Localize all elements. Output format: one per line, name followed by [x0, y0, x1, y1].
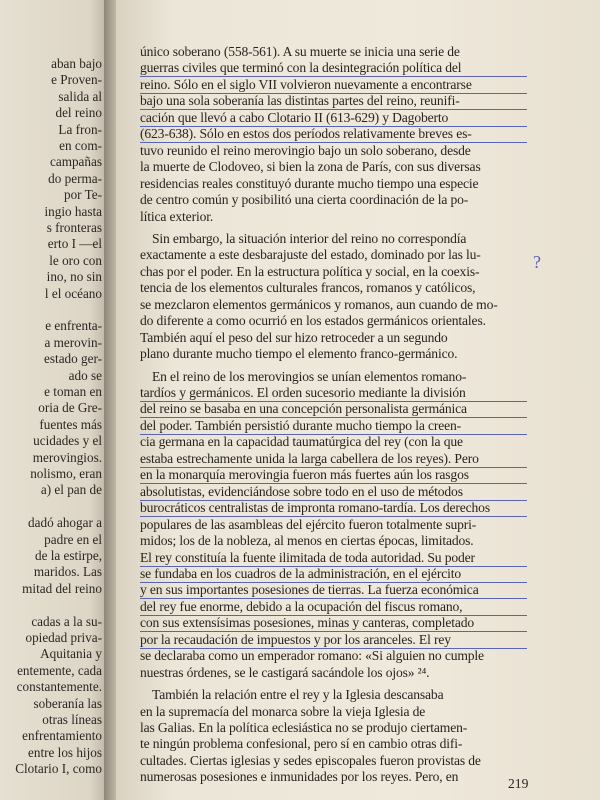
text-line: tuvo reunido el reino merovingio bajo un solo soberano, desde	[140, 142, 471, 158]
text-line: tencia de los elementos culturales francos, romanos y católicos,	[140, 280, 476, 296]
text-line: También aquí el peso del sur hizo retroceder a un segundo	[140, 329, 448, 345]
text-line: y en sus importantes posesiones de tierras. La fuerza económica	[140, 582, 527, 599]
left-page-line: fuentes más	[39, 416, 102, 432]
text-line: guerras civiles que terminó con la desintegración política del	[140, 60, 527, 77]
text-line: estaba estrechamente unida la larga cabellera de los reyes). Pero	[140, 451, 527, 468]
text-line: nuestras órdenes, se le castigará sacándole los ojos» ²⁴.	[140, 664, 430, 680]
left-page-line: maridos. Las	[33, 564, 102, 580]
text-line: del reino se basaba en una concepción personalista germánica	[140, 401, 527, 418]
text-line: Sin embargo, la situación interior del reino no correspondía	[152, 230, 467, 246]
text-line: se fundaba en los cuadros de la administración, en el ejército	[140, 566, 527, 583]
left-page-line: ino, no sin	[46, 269, 102, 285]
text-line: las Galias. En la política eclesiástica no se produjo ciertamen-	[140, 720, 468, 735]
text-line: se mezclaron elementos germánicos y romanos, aun cuando de mo-	[140, 296, 498, 312]
left-page-line: enfrentamiento	[22, 728, 102, 744]
left-page-line: do perma-	[48, 170, 102, 186]
left-page-line: e Proven-	[51, 72, 102, 88]
left-page-line: soberanía las	[33, 695, 102, 711]
text-line: tardíos y germánicos. El orden sucesorio mediante la división	[140, 385, 527, 402]
text-line: del poder. También persistió durante mucho tiempo la creen-	[140, 418, 527, 435]
left-page-line: campañas	[50, 154, 102, 170]
left-page-line: de la estirpe,	[34, 548, 102, 563]
left-page-line: ucidades y el	[33, 433, 102, 449]
left-page-line: La fron-	[58, 121, 102, 137]
left-page-line: ingio hasta	[44, 203, 102, 219]
text-line: En el reino de los merovingios se unían elementos romano-	[152, 368, 467, 384]
left-page-line: Clotario I, como	[15, 761, 102, 777]
text-line: cultades. Ciertas iglesias y sedes episcopales fueron provistas de	[140, 752, 481, 768]
left-page	[0, 0, 112, 800]
text-line: del rey fue enorme, debido a la ocupación del fiscus romano,	[140, 599, 527, 616]
left-page-line: e toman en	[44, 384, 102, 399]
left-page-line: erto I —el	[47, 236, 102, 252]
text-line: te ningún problema confesional, pero sí en cambio otras difi-	[140, 736, 463, 752]
left-page-line: s fronteras	[46, 220, 102, 235]
text-line: El rey constituía la fuente ilimitada de toda autoridad. Su poder	[140, 550, 527, 567]
text-line: plano durante mucho tiempo el elemento franco-germánico.	[140, 346, 458, 362]
left-page-line: dadó ahogar a	[28, 515, 102, 531]
text-line: la muerte de Clodoveo, si bien la zona de París, con sus diversas	[140, 159, 481, 175]
left-page-line: otras líneas	[42, 712, 102, 727]
text-line: do diferente a como ocurrió en los estados germánicos orientales.	[140, 313, 486, 329]
text-line: por la recaudación de impuestos y por los aranceles. El rey	[140, 632, 527, 649]
text-line: numerosas posesiones e inmunidades por los reyes. Pero, en	[140, 769, 459, 785]
left-page-line: salida al	[58, 88, 102, 104]
left-page-line: entre los hijos	[28, 744, 102, 760]
left-page-line: padre en el	[44, 531, 102, 547]
left-page-line: e enfrenta-	[45, 318, 102, 334]
text-line: de centro común y posibilitó una cierta coordinación de la po-	[140, 192, 469, 208]
left-page-line: ado se	[68, 367, 102, 383]
left-page-line: constantemente.	[16, 679, 102, 695]
text-line: con sus extensísimas posesiones, minas y canteras, completado	[140, 615, 527, 632]
text-line: exactamente a este desbarajuste del estado, dominado por las lu-	[140, 247, 481, 263]
page-number: 219	[508, 776, 529, 791]
left-page-line: oria de Gre-	[38, 400, 102, 416]
text-line: residencias reales constituyó durante mucho tiempo una especie	[140, 175, 479, 191]
text-line: chas por el poder. En la estructura política y social, en la coexis-	[140, 263, 480, 279]
left-page-line: merovingios.	[32, 449, 102, 465]
left-page-line: le oro con	[49, 252, 102, 268]
left-page-line: a) el pan de	[40, 482, 102, 498]
text-line: absolutistas, evidenciándose sobre todo en el uso de métodos	[140, 484, 527, 501]
left-page-line: cadas a la su-	[31, 613, 102, 629]
left-page-line: por Te-	[63, 187, 102, 203]
text-line: burocráticos centralistas de impronta romano-tardía. Los derechos	[140, 500, 527, 517]
text-line: en la monarquía merovingia fueron más fuertes aún los rasgos	[140, 467, 527, 484]
text-line: cia germana en la capacidad taumatúrgica del rey (con la que	[140, 434, 463, 450]
text-line: (623-638). Sólo en estos dos períodos relativamente breves es-	[140, 126, 527, 143]
left-page-line: entemente, cada	[17, 662, 102, 678]
text-line: También la relación entre el rey y la Iglesia descansaba	[152, 687, 444, 703]
text-line: bajo una sola soberanía las distintas partes del reino, reunifi-	[140, 93, 527, 110]
left-page-line: del reino	[55, 105, 102, 121]
pencil-margin-mark: ?	[533, 252, 541, 272]
left-page-line: nolismo, eran	[30, 466, 102, 481]
text-line: midos; los de la nobleza, al menos en ciertas épocas, limitados.	[140, 533, 474, 549]
left-page-line: a merovin-	[44, 334, 102, 350]
left-page-line: Aquitania y	[40, 646, 102, 662]
left-page-line: aban bajo	[51, 56, 102, 71]
left-page-line: mitad del reino	[22, 580, 102, 596]
left-page-line: l el océano	[44, 285, 102, 301]
text-line: en la supremacía del monarca sobre la vieja Iglesia de	[140, 703, 426, 719]
text-line: se declaraba como un emperador romano: «Si alguien no cumple	[140, 648, 484, 664]
left-page-line: opiedad priva-	[25, 630, 102, 645]
left-page-line: estado ger-	[44, 351, 102, 367]
text-line: cación que llevó a cabo Clotario II (613-629) y Dagoberto	[140, 110, 527, 127]
text-line: reino. Sólo en el siglo VII volvieron nuevamente a encontrarse	[140, 77, 527, 94]
text-line: lítica exterior.	[140, 208, 214, 224]
text-line: populares de las asambleas del ejército fueron totalmente supri-	[140, 516, 477, 532]
text-line: único soberano (558-561). A su muerte se inicia una serie de	[140, 44, 460, 59]
left-page-line: en com-	[59, 138, 102, 153]
